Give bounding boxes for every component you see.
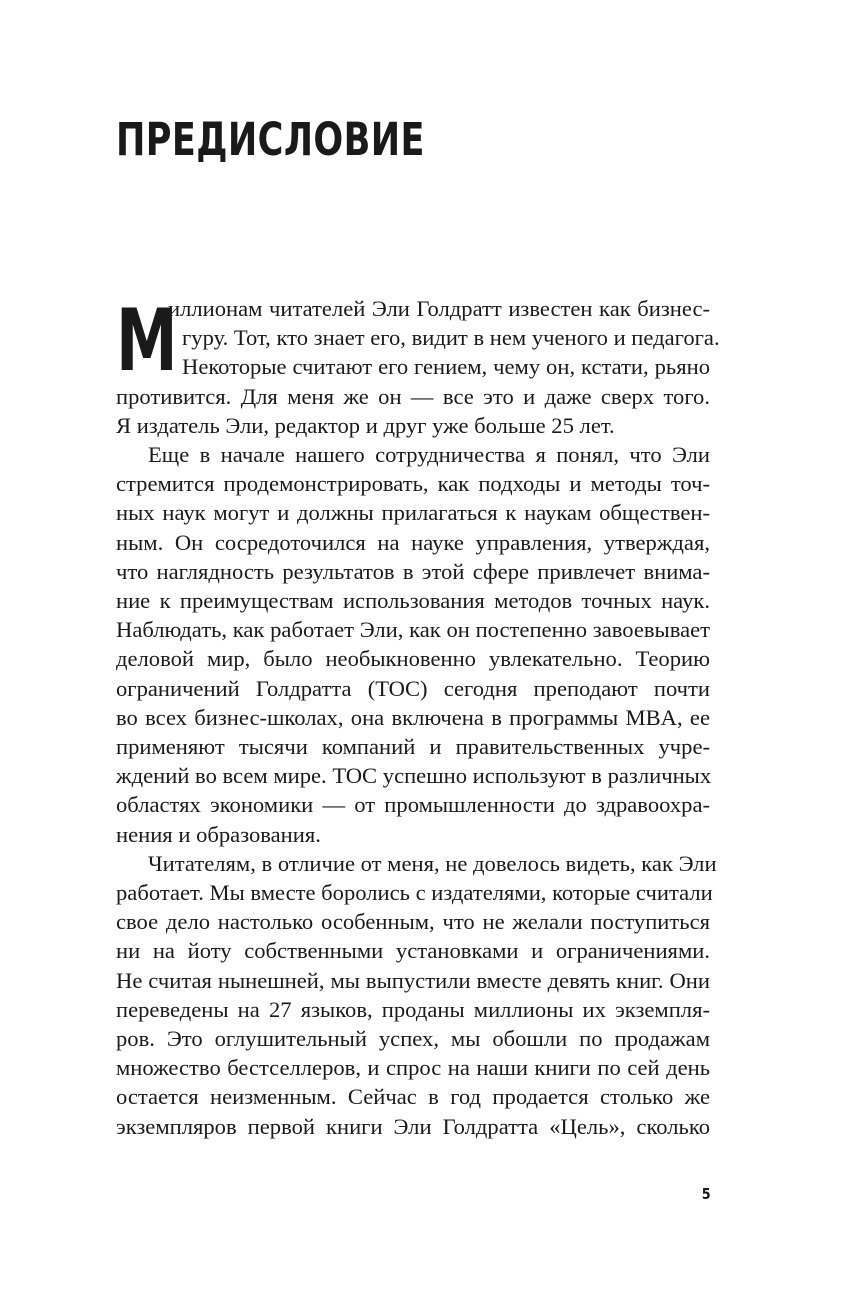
body-text	[116, 291, 720, 1141]
text-line: противится. Для меня же он — все это и даже сверх того.	[116, 383, 710, 409]
text-line: ных наук могут и должны прилагаться к наукам обществен-	[116, 500, 710, 526]
text-line: экземпляров первой книги Эли Голдратта «Цель», сколько	[116, 1113, 710, 1139]
text-line: множество бестселлеров, и спрос на наши книги по сей день	[116, 1055, 710, 1081]
text-line: ни на йоту собственными установками и ограничениями.	[116, 938, 710, 964]
drop-cap: М	[116, 291, 178, 391]
text-line: переведены на 27 языков, проданы миллионы их экземпля-	[116, 996, 710, 1022]
text-line: деловой мир, было необыкновенно увлекательно. Теорию	[116, 646, 710, 672]
text-line: областях экономики — от промышленности до здравоохра-	[116, 792, 710, 818]
text-line: Наблюдать, как работает Эли, как он постепенно завоевывает	[116, 617, 710, 643]
text-line: гуру. Тот, кто знает его, видит в нем ученого и педагога.	[182, 325, 720, 351]
text-line: ждений во всем мире. TOC успешно используют в различных	[116, 763, 712, 789]
text-line: ным. Он сосредоточился на науке управления, утверждая,	[116, 529, 710, 555]
text-line: иллионам читателей Эли Голдратт известен как бизнес-	[168, 296, 710, 321]
text-line: что наглядность результатов в этой сфере привлечет внима-	[116, 558, 710, 584]
text-line: ограничений Голдратта (TOC) сегодня преподают почти	[116, 675, 710, 701]
page-title: ПРЕДИСЛОВИЕ	[116, 113, 425, 166]
text-line: работает. Мы вместе боролись с издателями, которые считали	[116, 880, 713, 906]
text-line: Не считая нынешней, мы выпустили вместе девять книг. Они	[116, 967, 710, 993]
text-line: Я издатель Эли, редактор и друг уже больше 25 лет.	[116, 412, 615, 438]
text-line: Некоторые считают его гением, чему он, кстати, рьяно	[182, 354, 710, 380]
page-number: 5	[701, 1185, 711, 1203]
text-line: стремится продемонстрировать, как подходы и методы точ-	[116, 471, 710, 497]
text-line: ров. Это оглушительный успех, мы обошли по продажам	[116, 1026, 710, 1052]
text-line: остается неизменным. Сейчас в год продается столько же	[116, 1084, 710, 1110]
text-line: свое дело настолько особенным, что не желали поступиться	[116, 909, 710, 935]
paragraph-2-first-line: Еще в начале нашего сотрудничества я понял, что Эли	[148, 442, 710, 467]
text-line: во всех бизнес-школах, она включена в программы MBA, ее	[116, 704, 710, 730]
text-line: применяют тысячи компаний и правительственных учре-	[116, 734, 710, 760]
text-line: ние к преимуществам использования методов точных наук.	[116, 588, 710, 614]
text-line: нения и образования.	[116, 821, 321, 847]
paragraph-3-first-line: Читателям, в отличие от меня, не довелось видеть, как Эли	[148, 850, 717, 876]
